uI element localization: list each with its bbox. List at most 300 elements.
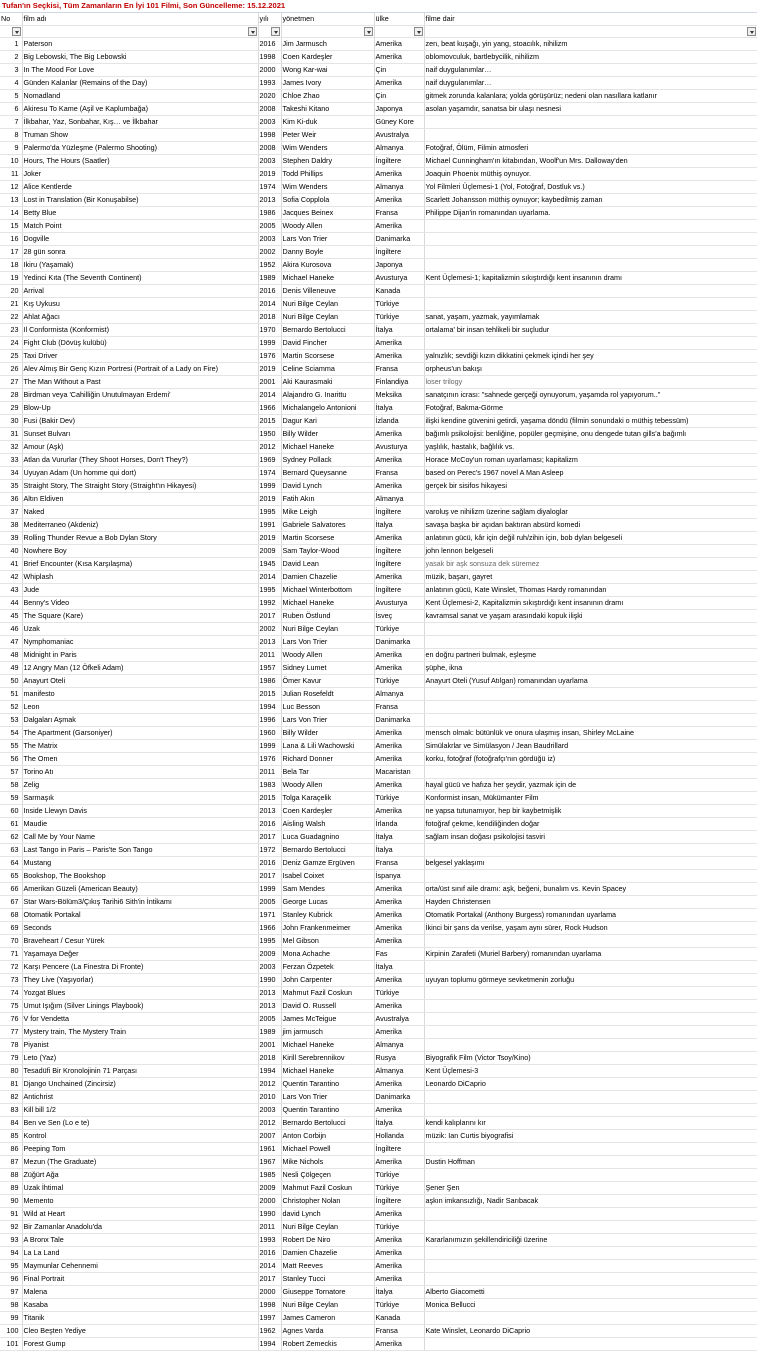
cell-film-title[interactable]: Malena (22, 1286, 258, 1299)
cell-no[interactable]: 87 (0, 1156, 22, 1169)
cell-notes[interactable] (424, 1091, 757, 1104)
cell-no[interactable]: 44 (0, 597, 22, 610)
cell-film-title[interactable]: Jude (22, 584, 258, 597)
cell-year[interactable]: 1993 (258, 77, 281, 90)
cell-film-title[interactable]: Zelig (22, 779, 258, 792)
cell-year[interactable]: 2001 (258, 376, 281, 389)
cell-year[interactable]: 2009 (258, 948, 281, 961)
cell-director[interactable]: David Lean (281, 558, 374, 571)
cell-no[interactable]: 45 (0, 610, 22, 623)
cell-country[interactable]: Amerika (374, 1273, 424, 1286)
cell-notes[interactable] (424, 246, 757, 259)
cell-no[interactable]: 56 (0, 753, 22, 766)
cell-notes[interactable]: uyuyan toplumu görmeye sevketmenin zorluğu (424, 974, 757, 987)
cell-year[interactable]: 1986 (258, 675, 281, 688)
cell-notes[interactable]: fotoğraf çekme, kendiliğinden doğar (424, 818, 757, 831)
cell-year[interactable]: 1962 (258, 1325, 281, 1338)
cell-no[interactable]: 68 (0, 909, 22, 922)
cell-no[interactable]: 7 (0, 116, 22, 129)
cell-no[interactable]: 26 (0, 363, 22, 376)
cell-director[interactable]: Mahmut Fazil Coskun (281, 987, 374, 1000)
cell-country[interactable]: Danimarka (374, 714, 424, 727)
cell-director[interactable]: Damien Chazelie (281, 1247, 374, 1260)
cell-film-title[interactable]: Ikiru (Yaşamak) (22, 259, 258, 272)
cell-film-title[interactable]: Forest Gump (22, 1338, 258, 1351)
cell-film-title[interactable]: Big Lebowski, The Big Lebowski (22, 51, 258, 64)
cell-film-title[interactable]: Piyanist (22, 1039, 258, 1052)
cell-film-title[interactable]: Titanik (22, 1312, 258, 1325)
cell-no[interactable]: 89 (0, 1182, 22, 1195)
cell-country[interactable]: Japonya (374, 259, 424, 272)
cell-notes[interactable]: anlatının gücü, kâr için değil ruh/zihin için, bob dylan belgeseli (424, 532, 757, 545)
column-header-director[interactable]: yönetmen (281, 13, 374, 26)
cell-country[interactable]: Güney Kore (374, 116, 424, 129)
cell-film-title[interactable]: Bookshop, The Bookshop (22, 870, 258, 883)
cell-film-title[interactable]: Midnight in Paris (22, 649, 258, 662)
cell-notes[interactable] (424, 1338, 757, 1351)
cell-director[interactable]: Nuri Bilge Ceylan (281, 311, 374, 324)
cell-film-title[interactable]: Truman Show (22, 129, 258, 142)
cell-film-title[interactable]: Rolling Thunder Revue a Bob Dylan Story (22, 532, 258, 545)
cell-notes[interactable]: Philippe Dijan'in romanından uyarlama. (424, 207, 757, 220)
cell-director[interactable]: Robert De Niro (281, 1234, 374, 1247)
cell-director[interactable]: Aisling Walsh (281, 818, 374, 831)
cell-notes[interactable] (424, 298, 757, 311)
cell-country[interactable]: Avusturya (374, 597, 424, 610)
cell-no[interactable]: 9 (0, 142, 22, 155)
cell-country[interactable]: Amerika (374, 1260, 424, 1273)
cell-year[interactable]: 2016 (258, 1247, 281, 1260)
cell-country[interactable]: Amerika (374, 1078, 424, 1091)
cell-notes[interactable]: yaşlılık, hastalık, bağlılık vs. (424, 441, 757, 454)
cell-notes[interactable] (424, 1026, 757, 1039)
cell-notes[interactable]: bağımlı psikolojisi: benliğine, popüler geçmişine, onu dengede tutan gills'a bağımlı (424, 428, 757, 441)
cell-no[interactable]: 83 (0, 1104, 22, 1117)
cell-director[interactable]: Michael Haneke (281, 272, 374, 285)
cell-no[interactable]: 80 (0, 1065, 22, 1078)
cell-no[interactable]: 82 (0, 1091, 22, 1104)
cell-country[interactable]: Danimarka (374, 636, 424, 649)
cell-year[interactable]: 1976 (258, 350, 281, 363)
cell-country[interactable]: Fransa (374, 467, 424, 480)
cell-film-title[interactable]: Last Tango in Paris – Paris'te Son Tango (22, 844, 258, 857)
cell-country[interactable]: İngiltere (374, 545, 424, 558)
cell-director[interactable]: Todd Phillips (281, 168, 374, 181)
cell-year[interactable]: 1994 (258, 1338, 281, 1351)
cell-country[interactable]: Avusturya (374, 272, 424, 285)
cell-film-title[interactable]: Nymphomaniac (22, 636, 258, 649)
cell-no[interactable]: 25 (0, 350, 22, 363)
cell-country[interactable]: Amerika (374, 1234, 424, 1247)
cell-country[interactable]: Amerika (374, 168, 424, 181)
cell-notes[interactable] (424, 870, 757, 883)
cell-country[interactable]: Avustralya (374, 1013, 424, 1026)
cell-director[interactable]: jim jarmusch (281, 1026, 374, 1039)
cell-year[interactable]: 2013 (258, 1000, 281, 1013)
cell-country[interactable]: Türkiye (374, 792, 424, 805)
cell-year[interactable]: 2018 (258, 311, 281, 324)
cell-year[interactable]: 2015 (258, 792, 281, 805)
cell-notes[interactable]: Kent Üçlemesi-2, Kapitalizmin sıkıştırdığı kent insanının dramı (424, 597, 757, 610)
cell-year[interactable]: 1995 (258, 506, 281, 519)
cell-director[interactable]: Martin Scorsese (281, 532, 374, 545)
cell-year[interactable]: 2002 (258, 623, 281, 636)
cell-film-title[interactable]: Maymunlar Cehennemi (22, 1260, 258, 1273)
cell-country[interactable]: İtalya (374, 324, 424, 337)
cell-film-title[interactable]: Hours, The Hours (Saatler) (22, 155, 258, 168)
cell-director[interactable]: Stanley Kubrick (281, 909, 374, 922)
cell-no[interactable]: 47 (0, 636, 22, 649)
cell-country[interactable]: İspanya (374, 870, 424, 883)
cell-director[interactable]: Giuseppe Tornatore (281, 1286, 374, 1299)
cell-country[interactable]: Amerika (374, 883, 424, 896)
cell-notes[interactable]: hayal gücü ve hafıza her şeydir, yazmak için de (424, 779, 757, 792)
cell-year[interactable]: 2008 (258, 142, 281, 155)
cell-notes[interactable]: Joaquin Phoenix müthiş oynuyor. (424, 168, 757, 181)
cell-year[interactable]: 1992 (258, 597, 281, 610)
cell-notes[interactable]: anlatının gücü, Kate Winslet, Thomas Hardy romanından (424, 584, 757, 597)
cell-country[interactable]: Amerika (374, 935, 424, 948)
cell-no[interactable]: 93 (0, 1234, 22, 1247)
cell-director[interactable]: David Fincher (281, 337, 374, 350)
cell-no[interactable]: 81 (0, 1078, 22, 1091)
cell-notes[interactable]: sanatçının icrası: "sahnede gerçeği oynuyorum, yaşamda rol yapıyorum.." (424, 389, 757, 402)
cell-notes[interactable]: Michael Cunningham'ın kitabından, Woolf'un Mrs. Dalloway'den (424, 155, 757, 168)
cell-director[interactable]: Wong Kar-wai (281, 64, 374, 77)
cell-no[interactable]: 95 (0, 1260, 22, 1273)
cell-no[interactable]: 78 (0, 1039, 22, 1052)
cell-director[interactable]: Billy Wilder (281, 727, 374, 740)
cell-notes[interactable] (424, 766, 757, 779)
cell-year[interactable]: 2020 (258, 90, 281, 103)
cell-film-title[interactable]: Antichrist (22, 1091, 258, 1104)
cell-film-title[interactable]: Amerikan Güzeli (American Beauty) (22, 883, 258, 896)
cell-country[interactable]: İrlanda (374, 818, 424, 831)
cell-country[interactable]: Fransa (374, 857, 424, 870)
cell-year[interactable]: 2001 (258, 1039, 281, 1052)
cell-country[interactable]: İngiltere (374, 558, 424, 571)
cell-no[interactable]: 67 (0, 896, 22, 909)
cell-notes[interactable]: Kent Üçlemesi-3 (424, 1065, 757, 1078)
cell-year[interactable]: 2003 (258, 961, 281, 974)
cell-country[interactable]: Amerika (374, 740, 424, 753)
cell-notes[interactable] (424, 636, 757, 649)
cell-year[interactable]: 2017 (258, 870, 281, 883)
cell-director[interactable]: Nuri Bilge Ceylan (281, 1221, 374, 1234)
cell-year[interactable]: 2000 (258, 1195, 281, 1208)
cell-film-title[interactable]: Kasaba (22, 1299, 258, 1312)
cell-director[interactable]: Michael Haneke (281, 597, 374, 610)
cell-country[interactable]: Amerika (374, 649, 424, 662)
cell-country[interactable]: Danimarka (374, 233, 424, 246)
cell-film-title[interactable]: Star Wars-Bölüm3/Çıkış Tarihi6 Sith'in İntikamı (22, 896, 258, 909)
cell-director[interactable]: Woody Allen (281, 649, 374, 662)
cell-no[interactable]: 84 (0, 1117, 22, 1130)
cell-country[interactable]: Amerika (374, 1104, 424, 1117)
cell-country[interactable]: Amerika (374, 909, 424, 922)
cell-director[interactable]: Mahmut Fazil Coskun (281, 1182, 374, 1195)
cell-notes[interactable]: orta/üst sınıf aile dramı: aşk, beğeni, bunalım vs. Kevin Spacey (424, 883, 757, 896)
cell-director[interactable]: Christopher Nolan (281, 1195, 374, 1208)
cell-year[interactable]: 1969 (258, 454, 281, 467)
cell-country[interactable]: Amerika (374, 753, 424, 766)
cell-country[interactable]: Kanada (374, 285, 424, 298)
cell-country[interactable]: İtalya (374, 1286, 424, 1299)
cell-no[interactable]: 71 (0, 948, 22, 961)
cell-country[interactable]: Amerika (374, 1338, 424, 1351)
cell-country[interactable]: Macaristan (374, 766, 424, 779)
cell-no[interactable]: 51 (0, 688, 22, 701)
cell-year[interactable]: 2014 (258, 389, 281, 402)
cell-film-title[interactable]: Züğürt Ağa (22, 1169, 258, 1182)
cell-film-title[interactable]: Maudie (22, 818, 258, 831)
cell-year[interactable]: 1950 (258, 428, 281, 441)
cell-film-title[interactable]: Alice Kentlerde (22, 181, 258, 194)
cell-director[interactable]: Akira Kurosova (281, 259, 374, 272)
cell-director[interactable]: Takeshi Kitano (281, 103, 374, 116)
cell-no[interactable]: 13 (0, 194, 22, 207)
cell-no[interactable]: 21 (0, 298, 22, 311)
cell-no[interactable]: 98 (0, 1299, 22, 1312)
cell-film-title[interactable]: Atlan da Vururlar (They Shoot Horses, Don't They?) (22, 454, 258, 467)
cell-notes[interactable] (424, 1208, 757, 1221)
cell-notes[interactable]: mensch olmak: bütünlük ve onura ulaşmış insan, Shirley McLaine (424, 727, 757, 740)
cell-notes[interactable] (424, 1312, 757, 1325)
cell-notes[interactable]: Leonardo DiCaprio (424, 1078, 757, 1091)
cell-country[interactable]: Amerika (374, 1156, 424, 1169)
cell-year[interactable]: 2011 (258, 766, 281, 779)
cell-country[interactable]: Amerika (374, 1247, 424, 1260)
cell-no[interactable]: 3 (0, 64, 22, 77)
cell-director[interactable]: James Ivory (281, 77, 374, 90)
cell-year[interactable]: 1991 (258, 519, 281, 532)
cell-notes[interactable]: müzik, başarı, gayret (424, 571, 757, 584)
cell-country[interactable]: Almanya (374, 142, 424, 155)
cell-year[interactable]: 1974 (258, 467, 281, 480)
cell-country[interactable]: Meksika (374, 389, 424, 402)
cell-director[interactable]: George Lucas (281, 896, 374, 909)
cell-year[interactable]: 1961 (258, 1143, 281, 1156)
cell-country[interactable]: Çin (374, 90, 424, 103)
cell-film-title[interactable]: Il Conformista (Konformist) (22, 324, 258, 337)
cell-director[interactable]: Jim Jarmusch (281, 38, 374, 51)
cell-film-title[interactable]: Bir Zamanlar Anadolu'da (22, 1221, 258, 1234)
cell-film-title[interactable]: Karşı Pencere (La Finestra Di Fronte) (22, 961, 258, 974)
cell-film-title[interactable]: Tesadüfi Bir Kronolojinin 71 Parçası (22, 1065, 258, 1078)
cell-country[interactable]: İngiltere (374, 246, 424, 259)
cell-film-title[interactable]: Straight Story, The Straight Story (Straight'ın Hikayesi) (22, 480, 258, 493)
cell-notes[interactable]: belgesel yaklaşımı (424, 857, 757, 870)
cell-country[interactable]: Amerika (374, 38, 424, 51)
cell-notes[interactable] (424, 1013, 757, 1026)
cell-notes[interactable]: Horace McCoy'un roman uyarlaması; kapitalizm (424, 454, 757, 467)
cell-country[interactable]: Finlandiya (374, 376, 424, 389)
cell-film-title[interactable]: manifesto (22, 688, 258, 701)
cell-country[interactable]: Türkiye (374, 298, 424, 311)
cell-film-title[interactable]: Umut Işığım (Silver Linings Playbook) (22, 1000, 258, 1013)
cell-year[interactable]: 2019 (258, 493, 281, 506)
cell-country[interactable]: İtalya (374, 1117, 424, 1130)
cell-country[interactable]: İngiltere (374, 1143, 424, 1156)
cell-year[interactable]: 2003 (258, 116, 281, 129)
cell-notes[interactable]: Fotoğraf, Ölüm, Filmin atmosferi (424, 142, 757, 155)
cell-no[interactable]: 75 (0, 1000, 22, 1013)
cell-no[interactable]: 59 (0, 792, 22, 805)
cell-notes[interactable] (424, 259, 757, 272)
cell-country[interactable]: Hollanda (374, 1130, 424, 1143)
cell-film-title[interactable]: V for Vendetta (22, 1013, 258, 1026)
cell-notes[interactable]: ne yapsa tutunamıyor, hep bir kaybetmişlik (424, 805, 757, 818)
cell-year[interactable]: 2014 (258, 571, 281, 584)
cell-film-title[interactable]: Fight Club (Dövüş kulübü) (22, 337, 258, 350)
cell-no[interactable]: 8 (0, 129, 22, 142)
cell-year[interactable]: 1972 (258, 844, 281, 857)
cell-film-title[interactable]: Mediterraneo (Akdeniz) (22, 519, 258, 532)
cell-no[interactable]: 30 (0, 415, 22, 428)
cell-year[interactable]: 1960 (258, 727, 281, 740)
cell-year[interactable]: 2017 (258, 831, 281, 844)
cell-country[interactable]: İtalya (374, 402, 424, 415)
cell-country[interactable]: Amerika (374, 805, 424, 818)
cell-no[interactable]: 66 (0, 883, 22, 896)
cell-country[interactable]: İtalya (374, 961, 424, 974)
cell-director[interactable]: Kirill Serebrennikov (281, 1052, 374, 1065)
cell-director[interactable]: Lars Von Trier (281, 1091, 374, 1104)
cell-year[interactable]: 2011 (258, 1221, 281, 1234)
cell-no[interactable]: 6 (0, 103, 22, 116)
cell-director[interactable]: Quentin Tarantino (281, 1104, 374, 1117)
cell-film-title[interactable]: Altın Eldiven (22, 493, 258, 506)
cell-no[interactable]: 37 (0, 506, 22, 519)
cell-no[interactable]: 14 (0, 207, 22, 220)
cell-film-title[interactable]: Yedinci Kıta (The Seventh Continent) (22, 272, 258, 285)
cell-director[interactable]: Woody Allen (281, 220, 374, 233)
cell-notes[interactable]: based on Perec's 1967 novel A Man Asleep (424, 467, 757, 480)
cell-director[interactable]: Mike Nichols (281, 1156, 374, 1169)
cell-director[interactable]: Mel Gibson (281, 935, 374, 948)
cell-country[interactable]: Amerika (374, 77, 424, 90)
cell-notes[interactable] (424, 844, 757, 857)
cell-notes[interactable]: Biyografik Film (Victor Tsoy/Kino) (424, 1052, 757, 1065)
cell-country[interactable]: Amerika (374, 974, 424, 987)
cell-director[interactable]: david Lynch (281, 1208, 374, 1221)
cell-no[interactable]: 46 (0, 623, 22, 636)
cell-year[interactable]: 2016 (258, 818, 281, 831)
cell-film-title[interactable]: Joker (22, 168, 258, 181)
cell-year[interactable]: 1998 (258, 129, 281, 142)
cell-no[interactable]: 97 (0, 1286, 22, 1299)
cell-country[interactable]: Amerika (374, 1026, 424, 1039)
cell-film-title[interactable]: The Matrix (22, 740, 258, 753)
cell-no[interactable]: 4 (0, 77, 22, 90)
cell-no[interactable]: 55 (0, 740, 22, 753)
cell-notes[interactable] (424, 961, 757, 974)
cell-notes[interactable] (424, 233, 757, 246)
cell-notes[interactable] (424, 1247, 757, 1260)
cell-film-title[interactable]: Fusi (Bakir Dev) (22, 415, 258, 428)
cell-director[interactable]: Jacques Beinex (281, 207, 374, 220)
cell-notes[interactable]: müzik: Ian Curtis biyografisi (424, 1130, 757, 1143)
cell-film-title[interactable]: Kill bill 1/2 (22, 1104, 258, 1117)
cell-no[interactable]: 54 (0, 727, 22, 740)
cell-director[interactable]: James McTeigue (281, 1013, 374, 1026)
cell-year[interactable]: 1999 (258, 337, 281, 350)
cell-year[interactable]: 1966 (258, 922, 281, 935)
cell-film-title[interactable]: Arrival (22, 285, 258, 298)
cell-film-title[interactable]: Taxi Driver (22, 350, 258, 363)
cell-country[interactable]: Türkiye (374, 311, 424, 324)
cell-year[interactable]: 1989 (258, 272, 281, 285)
filter-dropdown-icon[interactable] (271, 27, 280, 36)
cell-country[interactable]: İngiltere (374, 506, 424, 519)
cell-no[interactable]: 22 (0, 311, 22, 324)
cell-no[interactable]: 38 (0, 519, 22, 532)
cell-year[interactable]: 1985 (258, 1169, 281, 1182)
cell-no[interactable]: 88 (0, 1169, 22, 1182)
cell-director[interactable]: Michael Winterbottom (281, 584, 374, 597)
cell-film-title[interactable]: Palermo'da Yüzleşme (Palermo Shooting) (22, 142, 258, 155)
cell-film-title[interactable]: 12 Angry Man (12 Öfkeli Adam) (22, 662, 258, 675)
cell-notes[interactable]: kavramsal sanat ve yaşam arasındaki kopuk ilişki (424, 610, 757, 623)
cell-year[interactable]: 1995 (258, 935, 281, 948)
cell-notes[interactable]: yalnızlık; sevdiği kızın dikkatini çekmek içindi her şey (424, 350, 757, 363)
cell-notes[interactable]: Şener Şen (424, 1182, 757, 1195)
cell-year[interactable]: 2016 (258, 38, 281, 51)
cell-film-title[interactable]: Django Unchained (Zincirsiz) (22, 1078, 258, 1091)
cell-director[interactable]: Lana & Lili Wachowski (281, 740, 374, 753)
cell-director[interactable]: Wim Wenders (281, 142, 374, 155)
cell-film-title[interactable]: Dogville (22, 233, 258, 246)
cell-notes[interactable]: ilişki kendine güvenini getirdi, yaşama döndü (filmin sonundaki o müthiş tebessüm) (424, 415, 757, 428)
cell-director[interactable]: Wim Wenders (281, 181, 374, 194)
filter-dropdown-icon[interactable] (364, 27, 373, 36)
cell-film-title[interactable]: La La Land (22, 1247, 258, 1260)
cell-notes[interactable] (424, 987, 757, 1000)
cell-year[interactable]: 2013 (258, 636, 281, 649)
cell-film-title[interactable]: The Square (Kare) (22, 610, 258, 623)
cell-film-title[interactable]: Nowhere Boy (22, 545, 258, 558)
cell-no[interactable]: 69 (0, 922, 22, 935)
cell-director[interactable]: Gabriele Salvatores (281, 519, 374, 532)
cell-film-title[interactable]: Torino Atı (22, 766, 258, 779)
cell-country[interactable]: Amerika (374, 1208, 424, 1221)
cell-year[interactable]: 1999 (258, 740, 281, 753)
cell-notes[interactable]: Kirpinin Zarafeti (Muriel Barbery) romanından uyarlama (424, 948, 757, 961)
cell-notes[interactable]: Konformist insan, Mükümanter Film (424, 792, 757, 805)
cell-country[interactable]: İtalya (374, 519, 424, 532)
cell-no[interactable]: 40 (0, 545, 22, 558)
cell-year[interactable]: 1993 (258, 1234, 281, 1247)
cell-notes[interactable] (424, 1273, 757, 1286)
cell-no[interactable]: 24 (0, 337, 22, 350)
column-header-country[interactable]: ülke (374, 13, 424, 26)
cell-country[interactable]: Danimarka (374, 1091, 424, 1104)
cell-no[interactable]: 15 (0, 220, 22, 233)
cell-film-title[interactable]: The Man Without a Past (22, 376, 258, 389)
cell-country[interactable]: Amerika (374, 1000, 424, 1013)
cell-no[interactable]: 41 (0, 558, 22, 571)
cell-country[interactable]: Amerika (374, 532, 424, 545)
cell-year[interactable]: 1971 (258, 909, 281, 922)
cell-film-title[interactable]: In The Mood For Love (22, 64, 258, 77)
cell-no[interactable]: 79 (0, 1052, 22, 1065)
cell-notes[interactable] (424, 285, 757, 298)
cell-notes[interactable]: kendi kalıplarını kır (424, 1117, 757, 1130)
cell-director[interactable]: Coen Kardeşler (281, 805, 374, 818)
cell-country[interactable]: Amerika (374, 662, 424, 675)
cell-director[interactable]: Michael Powell (281, 1143, 374, 1156)
cell-country[interactable]: İzlanda (374, 415, 424, 428)
